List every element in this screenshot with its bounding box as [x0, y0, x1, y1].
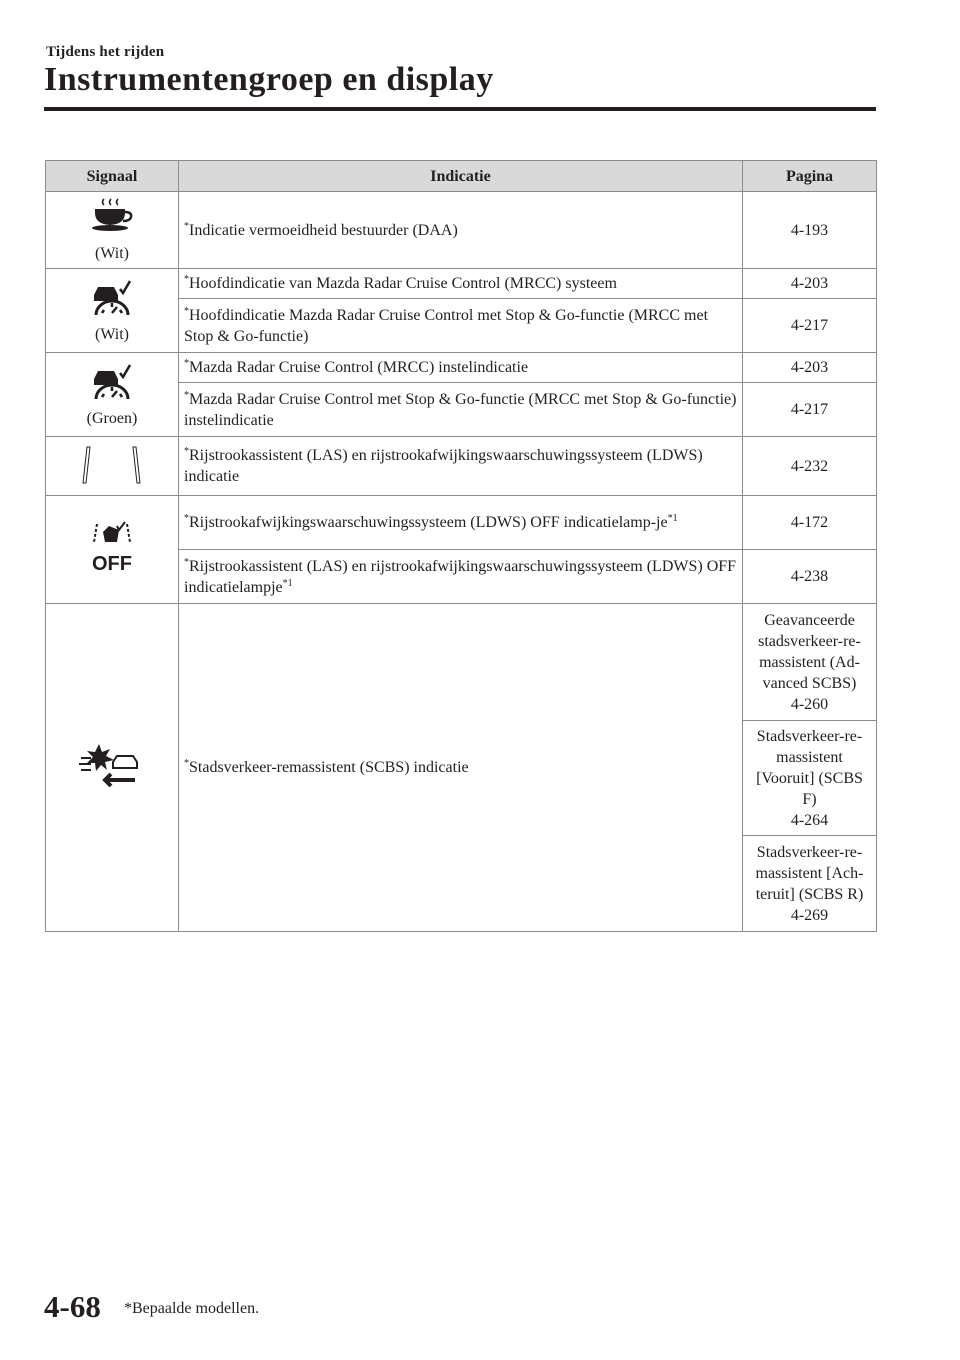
page-ref-label: Stadsverkeer-re-massistent [Vooruit] (SCBS F): [756, 727, 863, 808]
indication-text: Mazda Radar Cruise Control met Stop & Go-functie (MRCC met Stop & Go-functie) instelindicatie: [184, 390, 737, 429]
title-rule: [44, 107, 876, 111]
scbs-icon: [77, 740, 147, 796]
column-header-signaal: Signaal: [46, 161, 179, 192]
optional-marker: *: [184, 446, 189, 457]
footnote: *Bepaalde modellen.: [124, 1300, 260, 1317]
table-row: [46, 604, 877, 721]
optional-marker: *: [184, 513, 189, 524]
page-ref-cell: 4-232: [743, 437, 877, 496]
optional-marker: *: [184, 556, 189, 568]
indication-cell: [179, 604, 743, 932]
table-row: [46, 496, 877, 550]
indication-text: Hoofdindicatie van Mazda Radar Cruise Control (MRCC) systeem: [189, 275, 617, 292]
page-ref-cell: [743, 604, 877, 721]
indication-text: Rijstrookafwijkingswaarschuwingssysteem (LDWS) OFF indicatielamp-je: [189, 514, 668, 531]
page-ref-number: 4-264: [790, 811, 829, 829]
page-ref-cell: 4-193: [743, 192, 877, 269]
page-ref-cell: [743, 836, 877, 932]
coffee-cup-icon: [90, 196, 134, 242]
section-label: Tijdens het rijden: [46, 44, 165, 60]
optional-marker: *: [184, 758, 189, 769]
table-header-row: [46, 161, 877, 192]
column-header-indicatie: Indicatie: [179, 161, 743, 192]
signal-color-label: (Groen): [86, 409, 138, 427]
page-ref-cell: 4-217: [743, 383, 877, 437]
optional-marker: *: [184, 220, 189, 232]
indication-cell: [179, 383, 743, 437]
table-row: [46, 192, 877, 269]
signal-cell: [46, 192, 179, 269]
page-ref-cell: 4-203: [743, 269, 877, 299]
indication-cell: [179, 496, 743, 550]
radar-cruise-icon: [90, 361, 134, 407]
indication-cell: [179, 437, 743, 496]
page-ref-label: Geavanceerde stadsverkeer-re-massistent (Ad-vanced SCBS): [758, 611, 861, 692]
signal-cell: [46, 496, 179, 604]
indication-cell: [179, 550, 743, 604]
table-row: [46, 353, 877, 383]
off-label: OFF: [92, 552, 132, 574]
page-ref-cell: 4-217: [743, 299, 877, 353]
indication-cell: [179, 269, 743, 299]
page-ref-cell: 4-172: [743, 496, 877, 550]
column-header-pagina: Pagina: [743, 161, 877, 192]
table-row: [46, 269, 877, 299]
indication-text: Rijstrookassistent (LAS) en rijstrookafwijkingswaarschuwingssysteem (LDWS) indicatie: [184, 447, 703, 485]
page-ref-cell: 4-203: [743, 353, 877, 383]
optional-marker: *: [184, 358, 189, 369]
indication-text: Rijstrookassistent (LAS) en rijstrookafwijkingswaarschuwingssysteem (LDWS) OFF indicatielampje: [184, 557, 737, 596]
footnote-marker: *1: [282, 577, 293, 589]
indication-text: Hoofdindicatie Mazda Radar Cruise Control met Stop & Go-functie (MRCC met Stop & Go-functie): [184, 306, 709, 345]
optional-marker: *: [184, 274, 189, 285]
signal-cell: [46, 269, 179, 353]
indication-text: Stadsverkeer-remassistent (SCBS) indicatie: [189, 759, 469, 776]
page-title: Instrumentengroep en display: [44, 61, 494, 98]
page-ref-number: 4-269: [790, 906, 829, 924]
optional-marker: *: [184, 389, 189, 401]
page-number: 4-68: [44, 1289, 101, 1324]
indication-cell: [179, 299, 743, 353]
page-ref-cell: 4-238: [743, 550, 877, 604]
signal-cell: [46, 353, 179, 437]
lane-off-icon: [87, 520, 137, 580]
indication-cell: [179, 192, 743, 269]
lane-lines-icon: [67, 441, 157, 491]
radar-cruise-icon: [90, 277, 134, 323]
optional-marker: *: [184, 305, 189, 317]
signal-table: [45, 160, 877, 932]
page-ref-cell: [743, 721, 877, 836]
signal-color-label: (Wit): [94, 325, 129, 343]
signal-cell: [46, 437, 179, 496]
page-ref-number: 4-260: [790, 695, 829, 713]
indication-text: Mazda Radar Cruise Control (MRCC) instelindicatie: [189, 359, 529, 376]
table-row: [46, 437, 877, 496]
signal-color-label: (Wit): [94, 245, 129, 262]
page-ref-label: Stadsverkeer-re-massistent [Ach-teruit] (SCBS R): [755, 843, 864, 903]
indication-cell: [179, 353, 743, 383]
signal-cell: [46, 604, 179, 932]
footnote-marker: *1: [667, 513, 678, 524]
indication-text: Indicatie vermoeidheid bestuurder (DAA): [189, 221, 458, 239]
